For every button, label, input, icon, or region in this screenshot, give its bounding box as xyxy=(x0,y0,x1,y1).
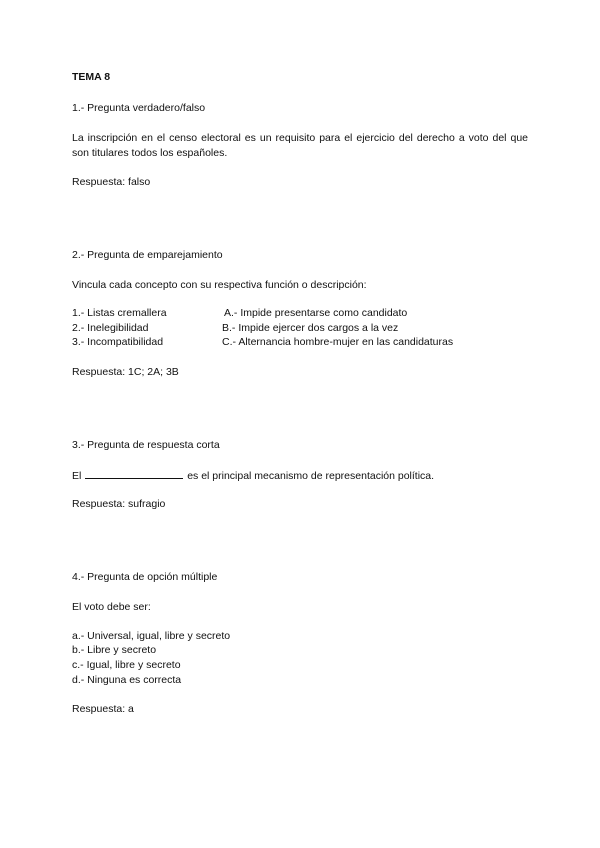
q4-heading: 4.- Pregunta de opción múltiple xyxy=(72,571,218,583)
q3-answer: Respuesta: sufragio xyxy=(72,498,166,510)
q3-sentence-end: es el principal mecanismo de representación política. xyxy=(187,470,435,482)
q2-row-1-description: A.- Impide presentarse como candidato xyxy=(224,307,408,319)
q2-answer: Respuesta: 1C; 2A; 3B xyxy=(72,366,179,378)
q4-option-c: c.- Igual, libre y secreto xyxy=(72,659,181,671)
q2-instruction: Vincula cada concepto con su respectiva función o descripción: xyxy=(72,279,367,291)
q4-answer: Respuesta: a xyxy=(72,703,134,715)
q2-row-2-concept: 2.- Inelegibilidad xyxy=(72,322,149,334)
q1-heading: 1.- Pregunta verdadero/falso xyxy=(72,102,206,114)
q4-option-d: d.- Ninguna es correcta xyxy=(72,674,182,686)
q4-option-b: b.- Libre y secreto xyxy=(72,644,157,656)
page-title: TEMA 8 xyxy=(72,71,111,83)
q3-sentence xyxy=(72,468,434,483)
q4-option-a: a.- Universal, igual, libre y secreto xyxy=(72,630,231,642)
q2-row-2-description: B.- Impide ejercer dos cargos a la vez xyxy=(222,322,399,334)
q2-row-3-concept: 3.- Incompatibilidad xyxy=(72,336,164,348)
q4-prompt: El voto debe ser: xyxy=(72,601,151,613)
q2-row-1-concept: 1.- Listas cremallera xyxy=(72,307,167,319)
q2-row-3-description: C.- Alternancia hombre-mujer en las candidaturas xyxy=(222,336,454,348)
q3-blank xyxy=(85,468,183,479)
q1-answer: Respuesta: falso xyxy=(72,176,151,188)
q1-statement: La inscripción en el censo electoral es un requisito para el ejercicio del derecho a voto del que son titulares todos los españoles. xyxy=(72,132,528,159)
q3-heading: 3.- Pregunta de respuesta corta xyxy=(72,439,220,451)
q2-heading: 2.- Pregunta de emparejamiento xyxy=(72,249,223,261)
q3-sentence-start: El xyxy=(72,470,82,482)
